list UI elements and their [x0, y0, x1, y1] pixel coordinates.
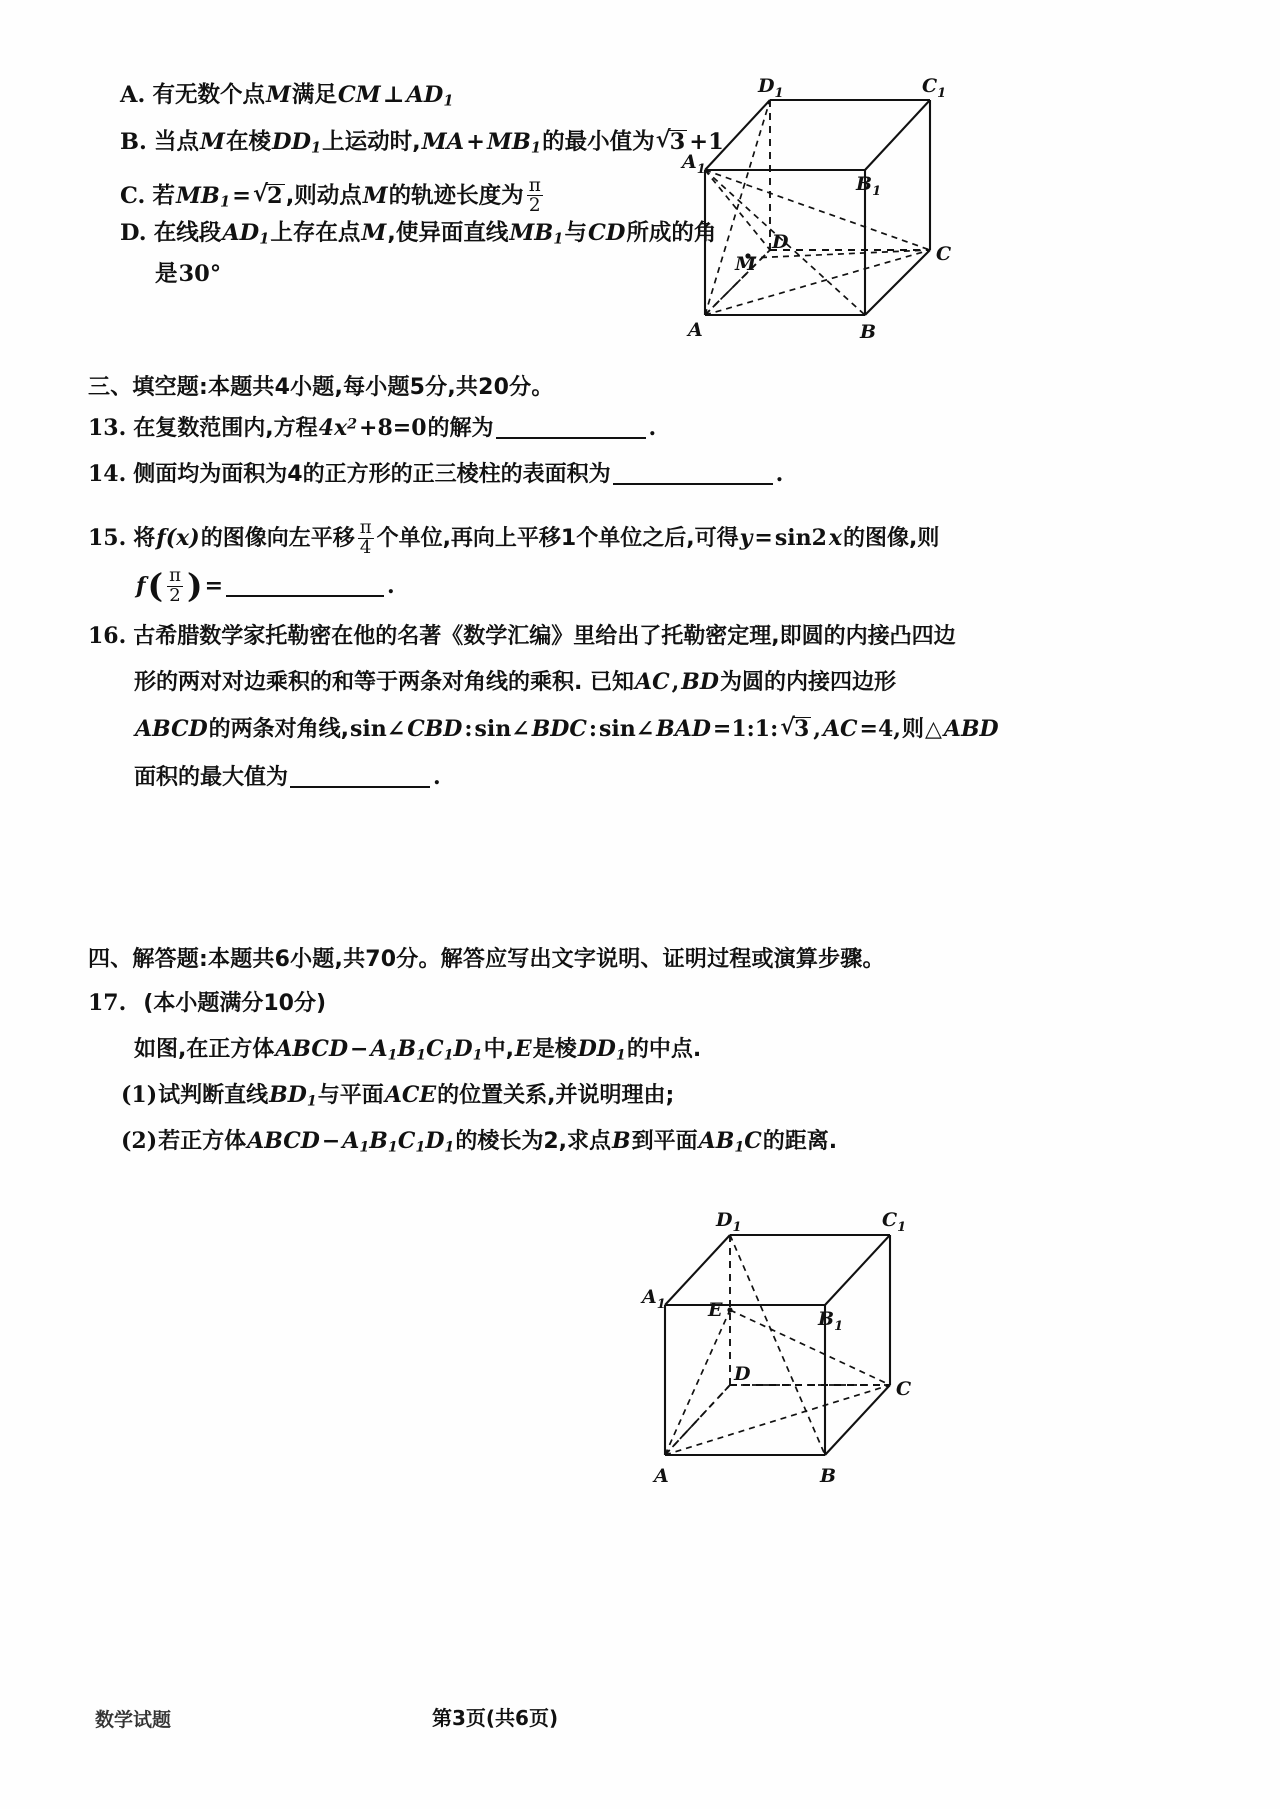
- choice-option-b: [120, 130, 725, 156]
- vertex-label-D1-b: $D_1$: [716, 1209, 742, 1235]
- question-16-line2: [134, 671, 896, 694]
- question-17-number: 17.: [88, 990, 127, 1016]
- choice-option-c: [120, 176, 546, 216]
- question-16-line1: 古希腊数学家托勒密在他的名著《数学汇编》里给出了托勒密定理,即圆的内接凸四边: [133, 624, 956, 649]
- question-14-number: 14.: [88, 461, 127, 488]
- question-17-title: (本小题满分10分): [143, 991, 327, 1016]
- question-16-line3: [134, 717, 1000, 741]
- choice-label-a: A.: [120, 82, 146, 108]
- vertex-label-D1: $D_1$: [758, 75, 784, 101]
- vertex-label-D-b: D: [734, 1363, 751, 1385]
- question-17-stem: [134, 1038, 701, 1063]
- question-15-line1: 将f(x)的图像向左平移 $\frac{\pi}{4}$ 个单位,再向上平移1个单位之后,可得y=sin2x的图像,则: [133, 517, 940, 558]
- question-17-part-1: [120, 1084, 674, 1109]
- choice-label-b: B.: [120, 129, 147, 155]
- question-16-line3-text: ABCD的两条对角线,sin∠CBD:sin∠BDC:sin∠BAD=1:1: √ 3 ,AC=4,则△ABD: [134, 717, 1000, 742]
- question-14: [88, 460, 784, 486]
- footer-subject: 数学试题: [95, 1709, 172, 1731]
- choice-text-d-cont: 是30°: [155, 261, 222, 287]
- choice-option-d-cont: [155, 263, 222, 286]
- choice-option-d: [120, 222, 716, 247]
- vertex-label-M: M: [735, 253, 757, 275]
- vertex-label-C: C: [936, 243, 952, 265]
- question-15: [88, 519, 939, 558]
- question-13-text: 在复数范围内,方程$4x^2+8=0$的解为 .: [133, 415, 657, 442]
- answer-blank[interactable]: [496, 414, 646, 439]
- vertex-label-C-b: C: [896, 1378, 912, 1400]
- vertex-label-B-b: B: [820, 1465, 837, 1487]
- choice-text-b: 当点M在棱$DD_1$上运动时$,MA+MB_1$的最小值为 √ 3 +1: [154, 129, 725, 155]
- section-three-heading: 三、填空题:本题共4小题,每小题5分,共20分。: [88, 375, 554, 400]
- choice-text-d: 在线段$AD_1$上存在点M,使异面直线$MB_1$与CD所成的角: [153, 220, 717, 248]
- vertex-label-A1: $A_1$: [682, 151, 706, 177]
- question-15-number: 15.: [88, 524, 127, 551]
- section-four-heading: 四、解答题:本题共6小题,共70分。解答应写出文字说明、证明过程或演算步骤。: [88, 947, 885, 972]
- choice-option-a: [120, 84, 454, 109]
- vertex-label-B1: $B_1$: [856, 173, 882, 199]
- question-16-line4-text: 面积的最大值为 .: [134, 764, 441, 791]
- question-17-part-2: [120, 1130, 837, 1155]
- vertex-label-A: A: [688, 319, 703, 341]
- question-16: [88, 625, 956, 648]
- choice-label-c: C.: [120, 183, 146, 210]
- answer-blank[interactable]: [613, 460, 773, 485]
- question-17-stem-text: 如图,在正方体$ABCD-A_1B_1C_1D_1$中,E是棱$DD_1$的中点.: [134, 1036, 702, 1064]
- choice-text-a: 有无数个点M满足$CM\perp AD_1$: [152, 82, 454, 110]
- vertex-label-C1: $C_1$: [922, 75, 947, 101]
- cube-diagram-top: [680, 70, 980, 350]
- answer-blank[interactable]: [290, 763, 430, 788]
- footer-page-number: 第3页(共6页): [432, 1706, 559, 1730]
- vertex-label-E: E: [708, 1299, 723, 1321]
- vertex-label-B1-b: $B_1$: [818, 1308, 844, 1334]
- vertex-label-C1-b: $C_1$: [882, 1209, 907, 1235]
- question-13: [88, 414, 657, 440]
- answer-blank[interactable]: [226, 572, 384, 597]
- question-16-line2-text: 形的两对对边乘积的和等于两条对角线的乘积. 已知AC,BD为圆的内接四边形: [134, 669, 896, 695]
- vertex-label-D: D: [772, 231, 789, 253]
- question-14-text: 侧面均为面积为4的正方形的正三棱柱的表面积为 .: [133, 461, 784, 488]
- question-17-part-2-text: (2)若正方体$ABCD-A_1B_1C_1D_1$的棱长为2,求点B到平面$AB_1C$的距离.: [121, 1128, 838, 1156]
- question-16-number: 16.: [88, 623, 127, 649]
- question-15-line2: [135, 567, 396, 606]
- question-17-part-1-text: (1)试判断直线$BD_1$与平面ACE的位置关系,并说明理由;: [121, 1082, 675, 1110]
- vertex-label-B: B: [860, 321, 877, 343]
- vertex-label-A1-b: $A_1$: [642, 1286, 666, 1312]
- question-16-line4: [134, 763, 442, 789]
- choice-label-d: D.: [120, 220, 147, 246]
- question-15-line2-text: f( $\frac{\pi}{2}$ )= .: [136, 565, 395, 606]
- question-17: [88, 992, 326, 1015]
- question-13-number: 13.: [88, 415, 127, 442]
- vertex-label-A-b: A: [654, 1465, 669, 1487]
- cube-diagram-bottom: [640, 1190, 940, 1510]
- choice-text-c: 若$MB_1=$ √ 2 ,则动点M的轨迹长度为 $\frac{\pi}{2}$: [153, 183, 546, 209]
